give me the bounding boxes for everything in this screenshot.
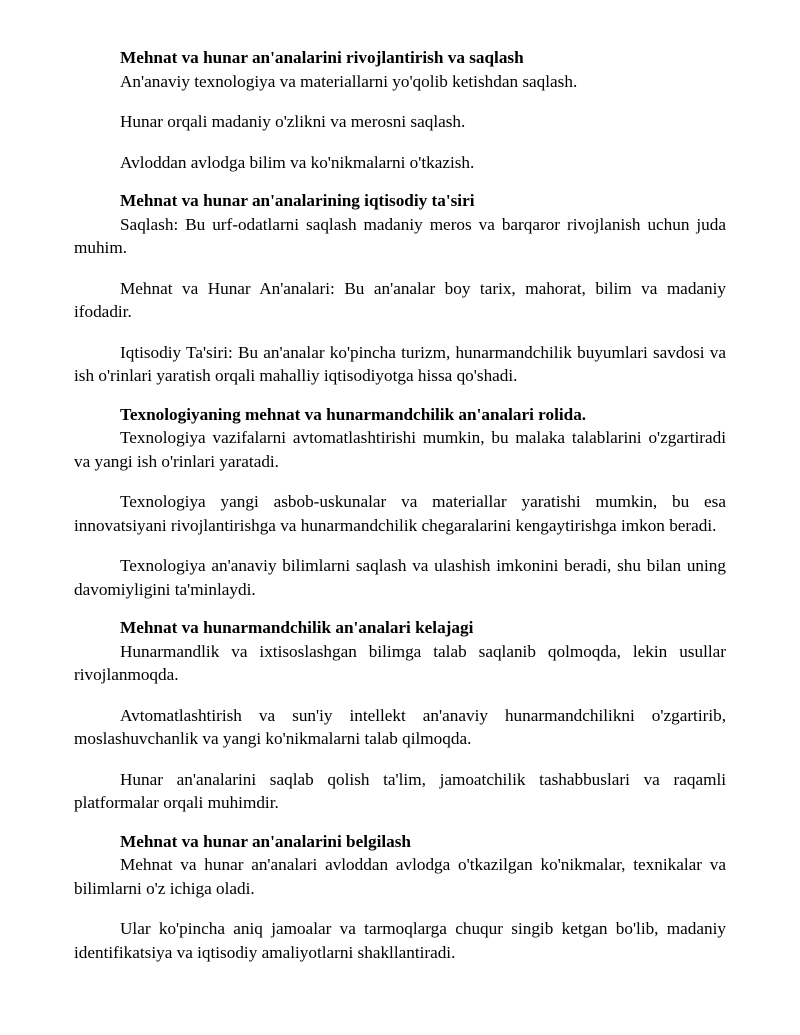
paragraph: Hunar an'analarini saqlab qolish ta'lim, jamoatchilik tashabbuslari va raqamli platformalar orqali muhimdir. (74, 769, 726, 812)
paragraph: Texnologiya vazifalarni avtomatlashtirishi mumkin, bu malaka talablarini o'zgartiradi va yangi ish o'rinlari yaratadi. (74, 428, 726, 471)
paragraph: Texnologiya yangi asbob-uskunalar va materiallar yaratishi mumkin, bu esa innovatsiyani rivojlantirishga va hunarmandchilik chegaralarini kengaytirishga imkon beradi. (74, 492, 726, 535)
document-page (74, 46, 726, 964)
paragraph: Hunarmandlik va ixtisoslashgan bilimga talab saqlanib qolmoqda, lekin usullar rivojlanmoqda. (74, 641, 726, 684)
paragraph: Avloddan avlodga bilim va ko'nikmalarni o'tkazish. (120, 152, 475, 172)
paragraph: Avtomatlashtirish va sun'iy intellekt an'anaviy hunarmandchilikni o'zgartirib, moslashuvchanlik va yangi ko'nikmalarni talab qilmoqda. (74, 705, 726, 748)
paragraph: An'anaviy texnologiya va materiallarni yo'qolib ketishdan saqlash. (120, 71, 578, 91)
section-preservation (74, 46, 726, 174)
section-definition (74, 830, 726, 965)
section-heading: Mehnat va hunar an'analarini belgilash (120, 831, 411, 851)
paragraph: Mehnat va hunar an'analari avloddan avlodga o'tkazilgan ko'nikmalar, texnikalar va bilimlarni o'z ichiga oladi. (74, 855, 726, 898)
section-heading: Mehnat va hunarmandchilik an'analari kelajagi (120, 618, 474, 637)
section-heading: Texnologiyaning mehnat va hunarmandchilik an'analari rolida. (120, 404, 587, 424)
paragraph: Ular ko'pincha aniq jamoalar va tarmoqlarga chuqur singib ketgan bo'lib, madaniy identifikatsiya va iqtisodiy amaliyotlarni shakllantiradi. (74, 919, 726, 962)
paragraph: Iqtisodiy Ta'siri: Bu an'analar ko'pincha turizm, hunarmandchilik buyumlari savdosi va ish o'rinlari yaratish orqali mahalliy iqtisodiyotga hissa qo'shadi. (74, 342, 726, 385)
paragraph: Saqlash: Bu urf-odatlarni saqlash madaniy meros va barqaror rivojlanish uchun juda muhim. (74, 214, 726, 257)
paragraph: Mehnat va Hunar An'analari: Bu an'analar boy tarix, mahorat, bilim va madaniy ifodadir. (74, 278, 726, 321)
paragraph: Texnologiya an'anaviy bilimlarni saqlash va ulashish imkonini beradi, shu bilan uning davomiyligini ta'minlaydi. (74, 556, 726, 599)
section-heading: Mehnat va hunar an'analarining iqtisodiy ta'siri (120, 191, 475, 210)
section-future (74, 616, 726, 815)
section-economic-impact (74, 189, 726, 388)
section-technology-role (74, 403, 726, 602)
section-heading: Mehnat va hunar an'analarini rivojlantirish va saqlash (120, 48, 524, 67)
paragraph: Hunar orqali madaniy o'zlikni va merosni saqlash. (120, 112, 466, 131)
